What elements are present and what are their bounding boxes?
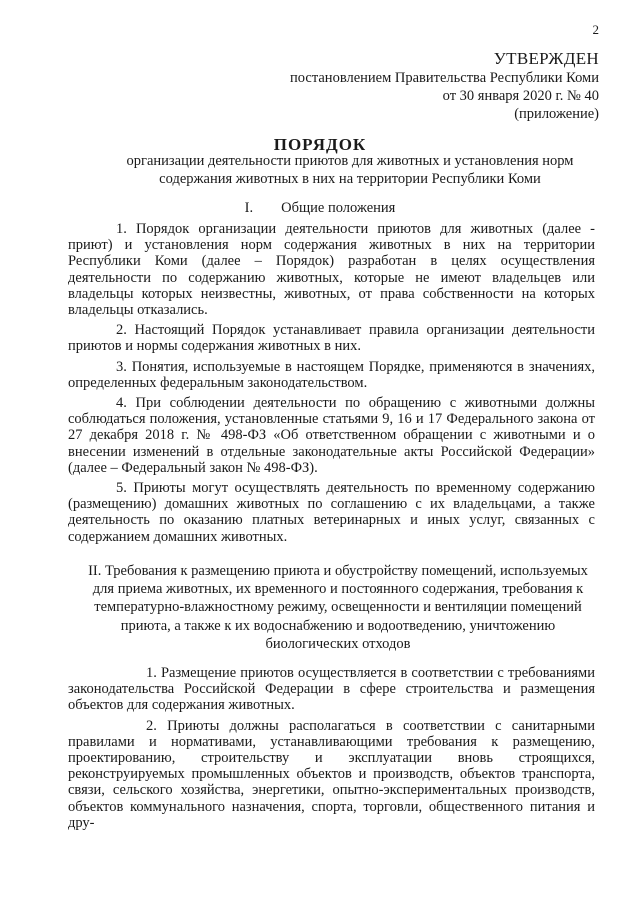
approval-line-1: постановлением Правительства Республики Коми	[290, 70, 599, 86]
document-subtitle: организации деятельности приютов для животных и установления норм содержания животных в них на территории Республики Коми	[126, 153, 574, 187]
paragraph: 5. Приюты могут осуществлять деятельность по временному содержанию (размещению) домашних животных по соглашению с их владельцами, а также деятельность по оказанию платных ветеринарных и иных услуг, связанных с содержанием домашних животных.	[68, 480, 595, 545]
section-1-body	[68, 221, 595, 549]
paragraph: 1. Размещение приютов осуществляется в соответствии с требованиями законодательства Российской Федерации в сфере строительства и размещения объектов для содержания животных.	[68, 665, 595, 714]
paragraph: 3. Понятия, используемые в настоящем Порядке, применяются в значениях, определенных федеральным законодательством.	[68, 358, 595, 391]
approval-block	[290, 48, 599, 123]
section-2-body	[68, 665, 595, 835]
paragraph: 4. При соблюдении деятельности по обращению с животными должны соблюдаться положения, установленные статьями 9, 16 и 17 Федерального закона от 27 декабря 2018 г. № 498-ФЗ «Об ответственном обращении с животными и о внесении изменений в отдельные законодательные акты Российской Федерации» (далее – Федеральный закон № 498-ФЗ).	[68, 395, 595, 476]
section-1-number: I.	[244, 200, 254, 216]
section-2-heading: II. Требования к размещению приюта и обустройству помещений, используемых для приема животных, их временного и постоянного содержания, требования к температурно-влажностному режиму, освещенности и вентиляции помещений приюта, а также к их водоснабжению и водоотведению, уничтожению биологических отходов	[88, 563, 588, 652]
approval-status: УТВЕРЖДЕН	[493, 49, 599, 68]
approval-line-2: от 30 января 2020 г. № 40	[442, 88, 599, 104]
page-number: 2	[592, 22, 599, 37]
document-title: ПОРЯДОК	[273, 135, 367, 154]
section-1-heading-text: Общие положения	[281, 200, 396, 216]
section-1-heading	[0, 200, 640, 217]
paragraph: 2. Настоящий Порядок устанавливает правила организации деятельности приютов и нормы содержания животных в них.	[68, 322, 595, 355]
paragraph: 1. Порядок организации деятельности приютов для животных (далее - приют) и установления норм содержания животных в них на территории Республики Коми (далее – Порядок) разработан в целях осуществления деятельности по содержанию животных, которые не имеют владельцев или владельцы которых неизвестны, животных, от права собственности на которых владельцы отказались.	[68, 221, 595, 319]
paragraph: 2. Приюты должны располагаться в соответствии с санитарными правилами и нормативами, устанавливающими требования к размещению, проектированию, строительству и эксплуатации вновь строящихся, реконструируемых промышленных объектов и производств, объектов транспорта, связи, сельского хозяйства, энергетики, опытно-экспериментальных производств, объектов коммунального назначения, спорта, торговли, общественного питания и дру-	[68, 717, 595, 831]
approval-line-3: (приложение)	[514, 106, 599, 122]
